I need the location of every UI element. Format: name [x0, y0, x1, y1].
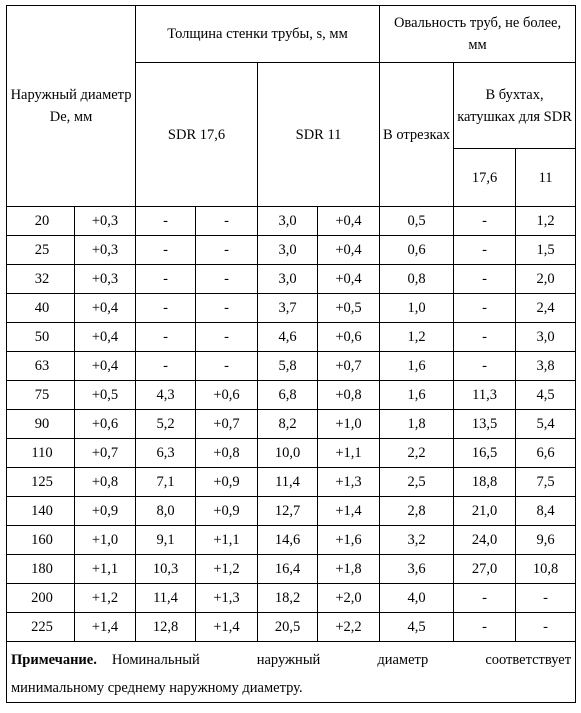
table-cell: +0,8 [318, 381, 380, 410]
table-cell: 50 [7, 323, 75, 352]
table-cell: 40 [7, 294, 75, 323]
table-cell: 14,6 [258, 526, 318, 555]
table-cell: +1,4 [318, 497, 380, 526]
table-row [7, 410, 576, 439]
table-cell: 3,7 [258, 294, 318, 323]
table-cell: +0,6 [75, 410, 136, 439]
table-cell: 3,2 [380, 526, 454, 555]
table-cell: 9,1 [136, 526, 196, 555]
table-row [7, 584, 576, 613]
table-cell: +1,1 [75, 555, 136, 584]
table-cell: - [516, 613, 576, 642]
table-cell: 4,3 [136, 381, 196, 410]
table-cell: - [196, 265, 258, 294]
table-cell: - [196, 294, 258, 323]
table-cell: +0,6 [318, 323, 380, 352]
document-page [6, 5, 576, 703]
header-sdr-17-6: SDR 17,6 [136, 63, 258, 207]
table-cell: 2,8 [380, 497, 454, 526]
table-cell: 3,0 [258, 207, 318, 236]
note-line-1 [11, 646, 571, 674]
table-row [7, 555, 576, 584]
table-cell: 5,4 [516, 410, 576, 439]
table-cell: 4,5 [516, 381, 576, 410]
table-cell: 3,8 [516, 352, 576, 381]
table-cell: +0,6 [196, 381, 258, 410]
table-cell: +0,4 [75, 352, 136, 381]
table-cell: - [136, 352, 196, 381]
table-cell: +1,2 [75, 584, 136, 613]
table-cell: - [454, 265, 516, 294]
note-text-line-1: Номинальный наружный диаметр соответствует [111, 652, 572, 668]
table-cell: 24,0 [454, 526, 516, 555]
table-cell: 10,8 [516, 555, 576, 584]
table-cell: 16,4 [258, 555, 318, 584]
table-row [7, 613, 576, 642]
table-cell: 21,0 [454, 497, 516, 526]
table-footer [7, 642, 576, 703]
table-cell: - [454, 294, 516, 323]
note-text-line-2: минимальному среднему наружному диаметру. [11, 680, 303, 696]
table-row [7, 439, 576, 468]
table-cell: - [136, 323, 196, 352]
table-cell: 63 [7, 352, 75, 381]
table-cell: - [196, 207, 258, 236]
table-cell: +0,9 [196, 468, 258, 497]
table-cell: 11,4 [258, 468, 318, 497]
table-body [7, 207, 576, 642]
table-cell: - [454, 352, 516, 381]
table-cell: 3,0 [258, 236, 318, 265]
table-cell: +0,7 [196, 410, 258, 439]
table-cell: +0,4 [318, 207, 380, 236]
table-cell: - [196, 352, 258, 381]
table-cell: +1,3 [318, 468, 380, 497]
table-cell: 0,6 [380, 236, 454, 265]
table-cell: 6,6 [516, 439, 576, 468]
table-cell: +1,8 [318, 555, 380, 584]
table-row [7, 323, 576, 352]
table-cell: - [196, 323, 258, 352]
table-cell: 75 [7, 381, 75, 410]
header-outer-diameter: Наружный диаметр De, мм [7, 6, 136, 207]
table-cell: 3,0 [516, 323, 576, 352]
table-row [7, 294, 576, 323]
table-cell: 20,5 [258, 613, 318, 642]
table-cell: 1,5 [516, 236, 576, 265]
table-cell: +0,8 [75, 468, 136, 497]
table-cell: +1,6 [318, 526, 380, 555]
table-row [7, 381, 576, 410]
table-cell: - [454, 323, 516, 352]
table-cell: 7,5 [516, 468, 576, 497]
table-cell: 1,6 [380, 352, 454, 381]
table-cell: 11,3 [454, 381, 516, 410]
table-cell: 140 [7, 497, 75, 526]
table-cell: +0,3 [75, 236, 136, 265]
table-cell: +0,7 [75, 439, 136, 468]
table-cell: 90 [7, 410, 75, 439]
table-cell: 3,6 [380, 555, 454, 584]
table-cell: 6,8 [258, 381, 318, 410]
table-cell: +0,4 [75, 323, 136, 352]
table-cell: - [136, 207, 196, 236]
table-cell: - [196, 236, 258, 265]
table-cell: 20 [7, 207, 75, 236]
table-row [7, 236, 576, 265]
table-cell: 180 [7, 555, 75, 584]
table-cell: 1,0 [380, 294, 454, 323]
table-cell: 8,0 [136, 497, 196, 526]
note-title: Примечание. [11, 652, 97, 668]
table-cell: - [454, 613, 516, 642]
header-in-segments: В отрезках [380, 63, 454, 207]
table-cell: 7,1 [136, 468, 196, 497]
table-cell: 9,6 [516, 526, 576, 555]
table-cell: +0,7 [318, 352, 380, 381]
table-cell: 12,7 [258, 497, 318, 526]
table-cell: 1,2 [516, 207, 576, 236]
table-cell: 27,0 [454, 555, 516, 584]
table-cell: 200 [7, 584, 75, 613]
table-cell: 25 [7, 236, 75, 265]
table-cell: 4,5 [380, 613, 454, 642]
table-cell: 12,8 [136, 613, 196, 642]
table-cell: 5,2 [136, 410, 196, 439]
pipe-dimensions-table [6, 5, 576, 703]
table-cell: 8,2 [258, 410, 318, 439]
table-cell: 10,0 [258, 439, 318, 468]
table-cell: +2,0 [318, 584, 380, 613]
table-cell: 8,4 [516, 497, 576, 526]
table-cell: +0,5 [318, 294, 380, 323]
table-cell: +1,4 [196, 613, 258, 642]
table-row [7, 526, 576, 555]
table-cell: 2,0 [516, 265, 576, 294]
table-cell: - [454, 236, 516, 265]
table-cell: +0,8 [196, 439, 258, 468]
table-cell: +2,2 [318, 613, 380, 642]
table-cell: +0,5 [75, 381, 136, 410]
note-cell [7, 642, 576, 703]
table-row [7, 352, 576, 381]
table-cell: 2,5 [380, 468, 454, 497]
table-cell: 4,6 [258, 323, 318, 352]
header-ovality: Овальность труб, не более, мм [380, 6, 576, 63]
header-coil-17-6: 17,6 [454, 149, 516, 207]
table-cell: 2,2 [380, 439, 454, 468]
table-cell: 4,0 [380, 584, 454, 613]
table-cell: +0,9 [196, 497, 258, 526]
table-cell: +1,1 [196, 526, 258, 555]
table-cell: - [454, 584, 516, 613]
table-cell: +0,4 [318, 265, 380, 294]
table-cell: - [136, 236, 196, 265]
table-cell: 0,8 [380, 265, 454, 294]
header-wall-thickness: Толщина стенки трубы, s, мм [136, 6, 380, 63]
table-row [7, 265, 576, 294]
header-in-coils: В бухтах, катушках для SDR [454, 63, 576, 149]
table-cell: +0,4 [318, 236, 380, 265]
table-cell: 2,4 [516, 294, 576, 323]
header-sdr-11: SDR 11 [258, 63, 380, 207]
table-cell: 13,5 [454, 410, 516, 439]
table-row [7, 468, 576, 497]
table-cell: +0,9 [75, 497, 136, 526]
table-cell: 160 [7, 526, 75, 555]
table-cell: 1,8 [380, 410, 454, 439]
table-header [7, 6, 576, 207]
table-row [7, 207, 576, 236]
table-cell: 18,8 [454, 468, 516, 497]
table-cell: 225 [7, 613, 75, 642]
table-cell: +1,1 [318, 439, 380, 468]
table-cell: +1,0 [318, 410, 380, 439]
table-cell: - [454, 207, 516, 236]
table-cell: +1,2 [196, 555, 258, 584]
table-row [7, 497, 576, 526]
table-cell: 3,0 [258, 265, 318, 294]
table-cell: - [136, 294, 196, 323]
table-cell: 1,6 [380, 381, 454, 410]
table-cell: 32 [7, 265, 75, 294]
table-cell: 5,8 [258, 352, 318, 381]
table-cell: 11,4 [136, 584, 196, 613]
table-cell: +0,3 [75, 207, 136, 236]
table-cell: - [136, 265, 196, 294]
table-cell: 0,5 [380, 207, 454, 236]
header-coil-11: 11 [516, 149, 576, 207]
table-cell: +1,4 [75, 613, 136, 642]
table-cell: 16,5 [454, 439, 516, 468]
table-cell: 6,3 [136, 439, 196, 468]
table-cell: +1,0 [75, 526, 136, 555]
table-cell: 110 [7, 439, 75, 468]
table-cell: 10,3 [136, 555, 196, 584]
table-cell: +0,3 [75, 265, 136, 294]
table-cell: +1,3 [196, 584, 258, 613]
table-cell: - [516, 584, 576, 613]
table-cell: 18,2 [258, 584, 318, 613]
table-cell: 125 [7, 468, 75, 497]
table-cell: 1,2 [380, 323, 454, 352]
table-cell: +0,4 [75, 294, 136, 323]
